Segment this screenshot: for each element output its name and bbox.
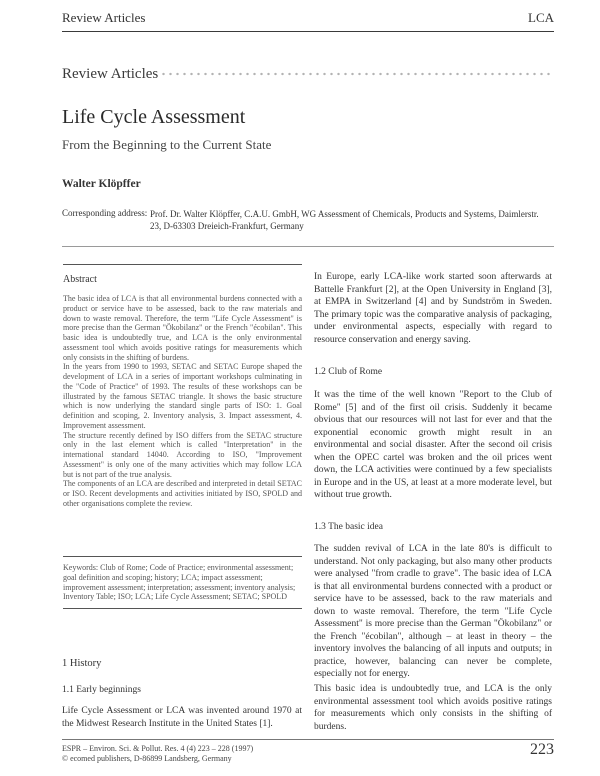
subsection-heading-club-of-rome: 1.2 Club of Rome	[314, 367, 383, 377]
history-paragraph: Life Cycle Assessment or LCA was invented around 1970 at the Midwest Research Institute in the United States [1].	[62, 706, 302, 729]
abstract-title: Abstract	[63, 264, 302, 285]
footer-publisher: © ecomed publishers, D-86899 Landsberg, Germany	[62, 754, 232, 763]
right-paragraph-2: It was the time of the well known "Report to the Club of Rome" [5] and of the first oil crisis. Suddenly it became obvious that our resources will not last for ever and that the exponential economic growth might result in an environmental and social disaster. After the second oil crisis when the OPEC cartel was broken and the oil prices went down, the LCA activities were continued by a few specialists in Europe and in the US, at least at a more moderate level, but without true growth.	[314, 390, 552, 500]
footer-citation	[62, 744, 253, 764]
abstract-body	[63, 294, 302, 509]
right-paragraph-1: In Europe, early LCA-like work started soon afterwards at Battelle Frankfurt [2], at the Open University in England [3], at EMPA in Switzerland [4] and by Sundström in Sweden. The primary topic was the comparative analysis of packaging, under environmental aspects, especially with regard to resource conservation and energy saving.	[314, 272, 552, 345]
abstract-paragraph: The components of an LCA are described and interpreted in detail SETAC or ISO. Recent developments and activities initiated by ISO, SPOLD and other organisations complete the review.	[63, 479, 302, 508]
right-paragraph-3: The sudden revival of LCA in the late 80's is difficult to understand. Not only packaging, but also many other products were analysed "from cradle to grave". The basic idea of LCA is that all environmental burdens connected with a product or service have to be assessed, back to the raw materials and down to waste removal. Therefore, the term "Life Cycle Assessment" is more precise than the German "Ökobilanz" or the French "écobilan", although – at least in theory – the inventory involves the balancing of all inputs and outputs; in practice, however, balancing can never be complete, especially not for energy.	[314, 544, 552, 679]
page-number: 223	[530, 741, 554, 758]
footer-journal: ESPR – Environ. Sci. & Pollut. Res. 4 (4) 223 – 228 (1997)	[62, 744, 254, 753]
abstract-paragraph: The basic idea of LCA is that all environmental burdens connected with a product or service have to be assessed, back to the raw materials and down to waste removal. Therefore, the term "Life Cycle Assessment" is more precise than the German "Ökobilanz" or the French "écobilan". This basic idea is undoubtedly true, and LCA is the only environmental assessment tool which avoids positive ratings for measurements which only consists in the shifting of burdens.	[63, 294, 302, 362]
section-heading-history: 1 History	[62, 658, 102, 669]
corresponding-label: Corresponding address:	[62, 208, 148, 218]
right-paragraph-4: This basic idea is undoubtedly true, and LCA is the only environmental assessment tool which avoids positive ratings for measurements which only consists in the shifting of burdens.	[314, 684, 552, 732]
running-head-left: Review Articles	[62, 10, 146, 25]
corresponding-address: Prof. Dr. Walter Klöpffer, C.A.U. GmbH, WG Assessment of Chemicals, Products and Systems, Daimlerstr. 23, D-63303 Dreieich-Frankfurt, Germany	[150, 209, 539, 231]
subsection-heading-early-beginnings: 1.1 Early beginnings	[62, 685, 141, 695]
abstract-paragraph: The structure recently defined by ISO differs from the SETAC structure only in the last element which is called "Interpretation" in the international standard 14040. According to ISO, "Improvement Assessment" is only one of the many activities which may follow LCA but is not part of the true analysis.	[63, 430, 302, 479]
abstract-paragraph: In the years from 1990 to 1993, SETAC and SETAC Europe shaped the development of LCA in a series of important workshops culminating in the "Code of Practice" of 1993. The results of these workshops can be illustrated by the famous SETAC triangle. It shows the basic structure which is now underlying the standard single parts of ISO: 1. Goal definition and scoping, 2. Inventory analysis, 3. Impact assessment, 4. Improvement assessment.	[63, 362, 302, 430]
keywords: Keywords: Club of Rome; Code of Practice; environmental assessment; goal definition and scoping; history; LCA; impact assessment; improvement assessment; interpretation; assessment; inventory analysis; Inventory Table; ISO; LCA; Life Cycle Assessment; SETAC; SPOLD	[63, 556, 302, 609]
section-banner: Review Articles	[62, 66, 159, 82]
article-title: Life Cycle Assessment	[62, 106, 246, 128]
subsection-heading-basic-idea: 1.3 The basic idea	[314, 522, 383, 532]
banner-dots	[160, 70, 550, 78]
header-rule	[62, 31, 554, 32]
title-rule	[62, 246, 554, 247]
abstract-box	[62, 264, 302, 720]
author-name: Walter Klöpffer	[62, 178, 141, 190]
article-subtitle: From the Beginning to the Current State	[62, 137, 272, 152]
footer-rule	[62, 739, 554, 740]
running-head-right: LCA	[528, 10, 554, 25]
